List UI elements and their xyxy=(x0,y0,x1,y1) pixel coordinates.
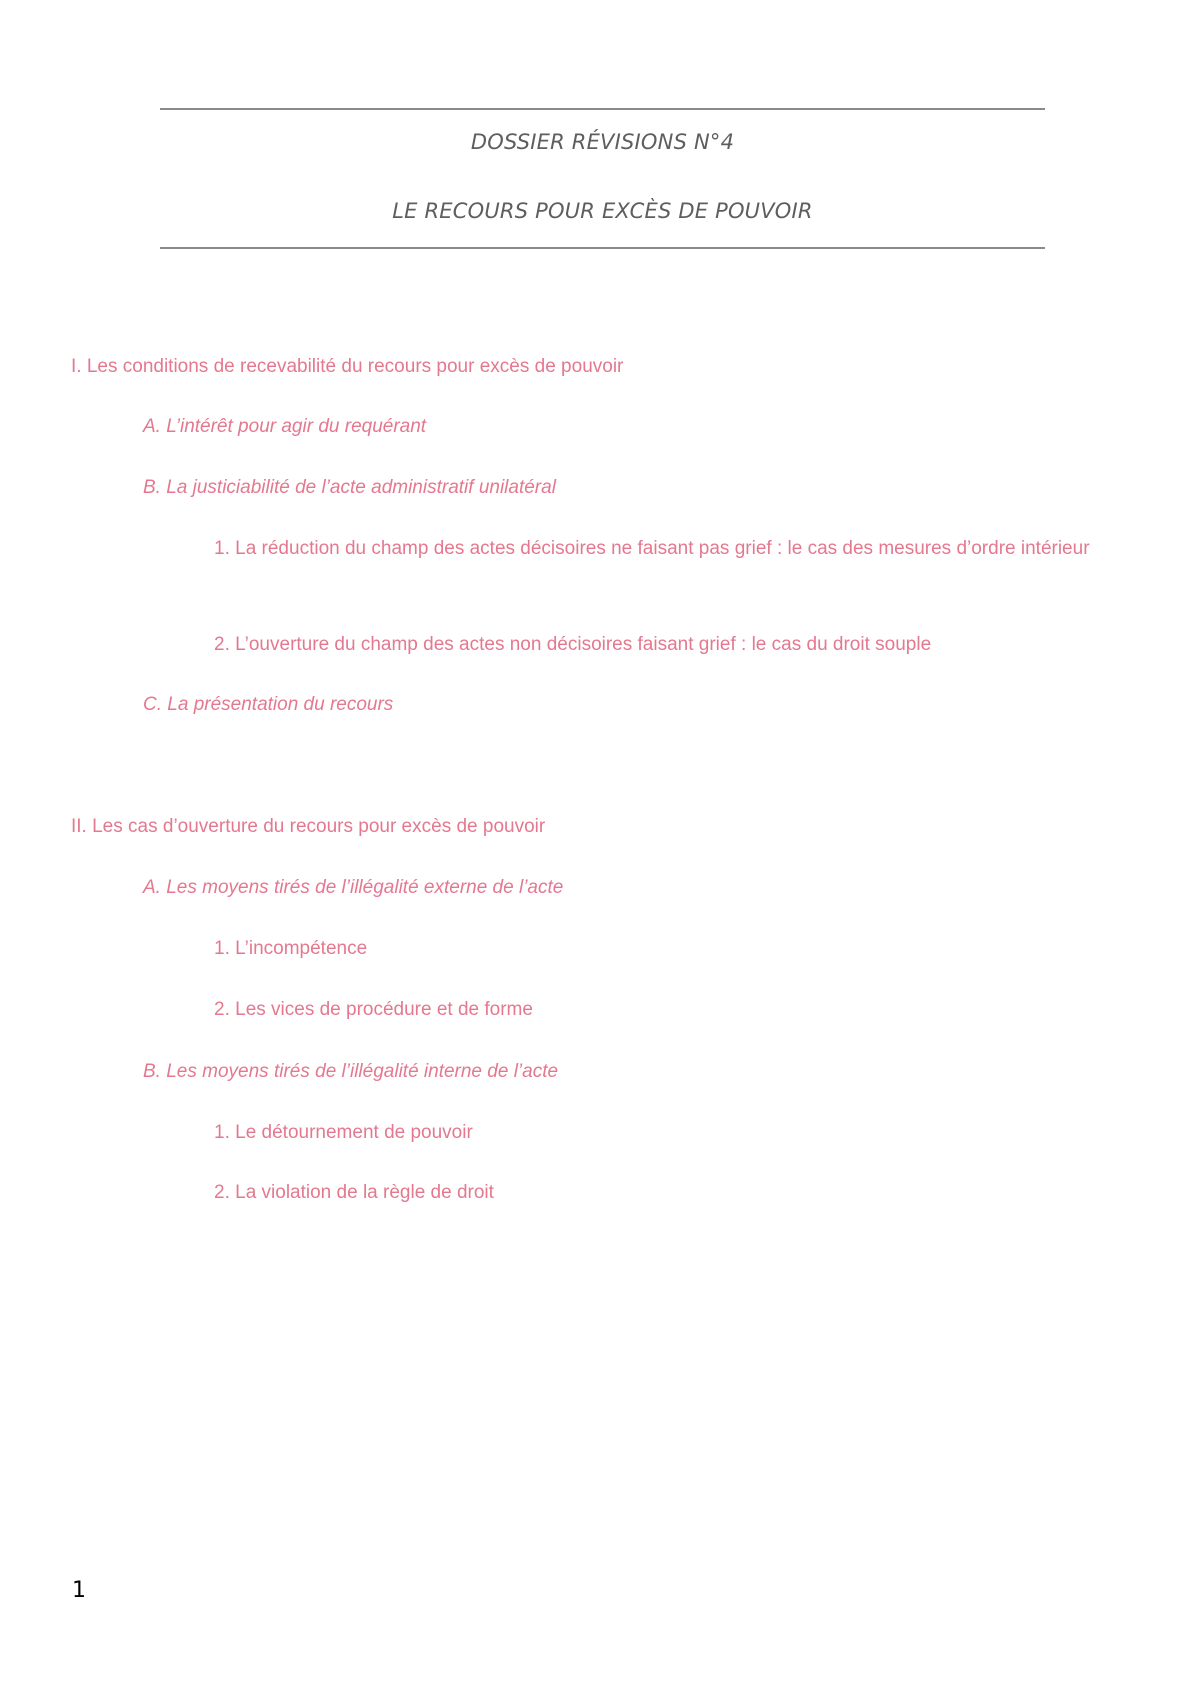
part-1-heading: I. Les conditions de recevabilité du recours pour excès de pouvoir xyxy=(71,356,624,377)
part-2-section-a-item-2: 2. Les vices de procédure et de forme xyxy=(214,999,533,1020)
part-2-section-b-item-2: 2. La violation de la règle de droit xyxy=(214,1182,494,1203)
part-2-section-a-item-1: 1. L’incompétence xyxy=(214,938,368,959)
document-subtitle: LE RECOURS POUR EXCÈS DE POUVOIR xyxy=(392,199,813,223)
part-2-section-b-item-1: 1. Le détournement de pouvoir xyxy=(214,1122,473,1143)
header-bottom-rule xyxy=(160,247,1045,249)
document-title: DOSSIER RÉVISIONS N°4 xyxy=(470,130,735,154)
part-2-heading: II. Les cas d’ouverture du recours pour excès de pouvoir xyxy=(71,816,546,837)
header-top-rule xyxy=(160,108,1045,110)
part-1-section-b-item-1: 1. La réduction du champ des actes décisoires ne faisant pas grief : le cas des mesures d’ordre intérieur xyxy=(214,538,1090,559)
part-1-section-b: B. La justiciabilité de l’acte administratif unilatéral xyxy=(143,477,556,498)
part-2-section-a: A. Les moyens tirés de l’illégalité externe de l’acte xyxy=(143,877,564,898)
part-1-section-b-item-2: 2. L’ouverture du champ des actes non décisoires faisant grief : le cas du droit souple xyxy=(214,634,932,655)
part-2-section-b: B. Les moyens tirés de l’illégalité interne de l’acte xyxy=(143,1061,559,1082)
part-1-section-c: C. La présentation du recours xyxy=(143,694,394,715)
page-number: 1 xyxy=(72,1578,86,1603)
part-1-section-a: A. L’intérêt pour agir du requérant xyxy=(143,416,427,437)
